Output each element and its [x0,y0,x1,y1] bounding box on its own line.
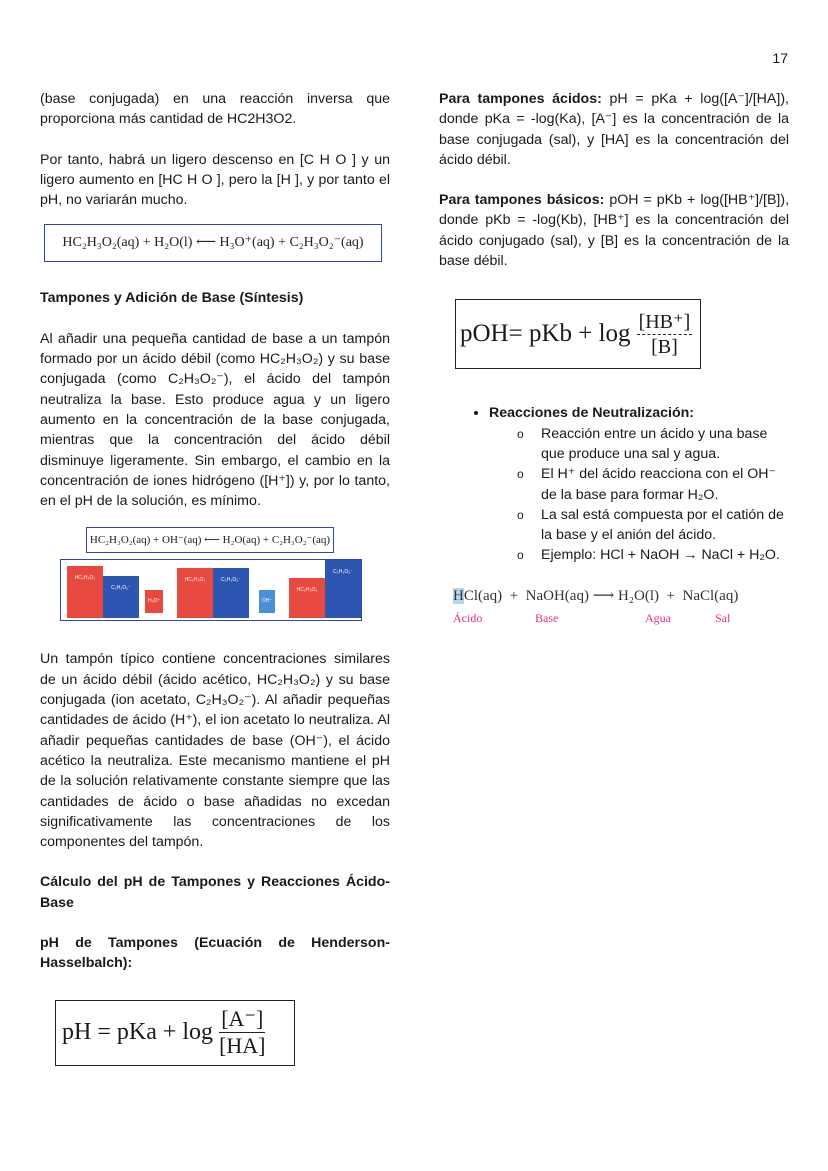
text-tampones-basicos: pOH = pKb + log([HB⁺]/[B]), donde pKb = -log(Kb), [HB⁺] es la concentración del ácido conjugado (sal), y [B] es la concentración de la base débil. [439,192,790,270]
reaction-plus-2: + [666,587,675,604]
formula-hh-numerator: [A⁻] [221,1006,264,1032]
list-item: o Reacción entre un ácido y una base que produce una sal y agua. [517,424,789,465]
paragraph-descenso: Por tanto, habrá un ligero descenso en [C H O ] y un ligero aumento en [HC H O ], pero la [H ], y por tanto el pH, no variarán mucho. [40,151,390,209]
formula-henderson-hasselbalch [55,1000,295,1066]
reaction-water: H₂O(l) [617,587,660,604]
list-item: o La sal está compuesta por el catión de la base y el anión del ácido. [517,505,789,546]
page-number: 17 [772,50,788,66]
buffer-diagram [60,559,362,621]
paragraph-tampones-acidos [439,89,789,170]
equation-box-acetic [44,224,382,262]
figure-equation: HC₂H₃O₂(aq) + OH⁻(aq) ⟵ H₂O(aq) + C₂H₃O₂⁻(aq) [86,527,334,553]
reaction-plus-1: + [509,587,519,604]
neutralization-reaction [453,586,789,624]
left-column [40,89,390,1066]
acid-bar-2: HC₂H₃O₂ [177,568,213,618]
paragraph-anadir-base: Al añadir una pequeña cantidad de base a un tampón formado por un ácido débil (como HC₂H₃O₂) y su base conjugada (como C₂H₃O₂⁻), el ácido del tampón neutraliza la base. Esto produce agua y un ligero aumento en la concentración de la base conjugada, mientras que la concentración del ácido débil disminuye ligeramente. Sin embargo, el cambio en la concentración de iones hidrógeno ([H⁺]) y, por lo tanto, en el pH de la solución, es mínimo. [40,330,390,510]
equation-acetic: HC₂H₃O₂(aq) + H₂O(l) ⟵ H₃O⁺(aq) + C₂H₃O₂⁻(aq) [62,235,364,251]
formula-poh-lhs: pOH= pKb + log [460,320,631,348]
acid-bar-1: HC₂H₃O₂ [67,566,103,618]
reaction-naoh: NaOH(aq) [525,587,589,604]
formula-poh-numerator: [HB⁺] [638,310,691,333]
label-sal: Sal [715,611,731,626]
reaction-labels [453,606,789,624]
reaction-equation [453,586,789,606]
formula-poh-fraction [637,310,693,359]
acid-bar-3: HC₂H₃O₂ [289,578,325,618]
reaction-hcl-h: H [453,587,464,604]
list-item: o El H⁺ del ácido reacciona con el OH⁻ de la base para formar H₂O. [517,464,789,505]
formula-hh-fraction [219,1006,265,1059]
paragraph-tampon-tipico: Un tampón típico contiene concentraciones similares de un ácido débil (ácido acético, HC₂H₃O₂) y su base conjugada (ion acetato, C₂H₃O₂⁻). Al añadir pequeñas cantidades de ácido (H⁺), el ion acetato lo neutraliza. Al añadir pequeñas cantidades de base (OH⁻), el ácido acético la neutraliza. Este mecanismo mantiene el pH de la solución relativamente constante siempre que las cantidades de ácido o base añadidas no excedan significativamente las concentraciones de los componentes del tampón. [40,651,390,851]
base-bar-2: C₂H₃O₂⁻ [213,568,249,618]
text-tampones-acidos: pH = pKa + log([A⁻]/[HA]), donde pKa = -log(Ka), [A⁻] es la concentración de la base conjugada (sal), y [HA] es la concentración del ácido débil. [439,91,789,168]
formula-hh-denominator: [HA] [219,1033,266,1059]
label-base: Base [535,611,559,626]
formula-poh [455,299,701,369]
heading-tampones-base: Tampones y Adición de Base (Síntesis) [40,290,304,307]
reaction-nacl: NaCl(aq) [682,587,739,604]
arrow-right-oh: OH⁻ [259,590,275,612]
neutralization-sublist [489,424,789,566]
bullet-neutralizacion [489,403,789,565]
formula-poh-denominator: [B] [651,335,678,358]
label-tampones-basicos: Para tampones básicos: [439,192,605,209]
formula-hh-lhs: pH = pKa + log [62,1019,214,1046]
reaction-hcl: Cl(aq) [463,587,503,604]
base-bar-3: C₂H₃O₂⁻ [325,560,361,618]
heading-calculo-ph: Cálculo del pH de Tampones y Reacciones Ácido-Base [40,874,390,911]
base-bar-1: C₂H₃O₂⁻ [103,576,139,618]
label-agua: Agua [645,611,671,626]
arrow-left-h3o: H₃O⁺ [145,590,163,612]
heading-henderson: pH de Tampones (Ecuación de Henderson-Hasselbalch): [40,935,390,972]
reaction-arrow: ⟶ [592,587,615,604]
list-item: o Ejemplo: HCl + NaOH → NaCl + H₂O. [517,545,789,565]
buffer-figure [60,527,360,621]
label-acido: Ácido [453,611,483,626]
neutralization-list [439,403,789,565]
label-tampones-acidos: Para tampones ácidos: [439,91,602,107]
right-column [439,89,789,624]
bullet-neutralizacion-title: Reacciones de Neutralización: [489,405,694,422]
paragraph-tampones-basicos [439,190,789,271]
paragraph-base-conjugada: (base conjugada) en una reacción inversa que proporciona más cantidad de HC2H3O2. [40,91,390,128]
